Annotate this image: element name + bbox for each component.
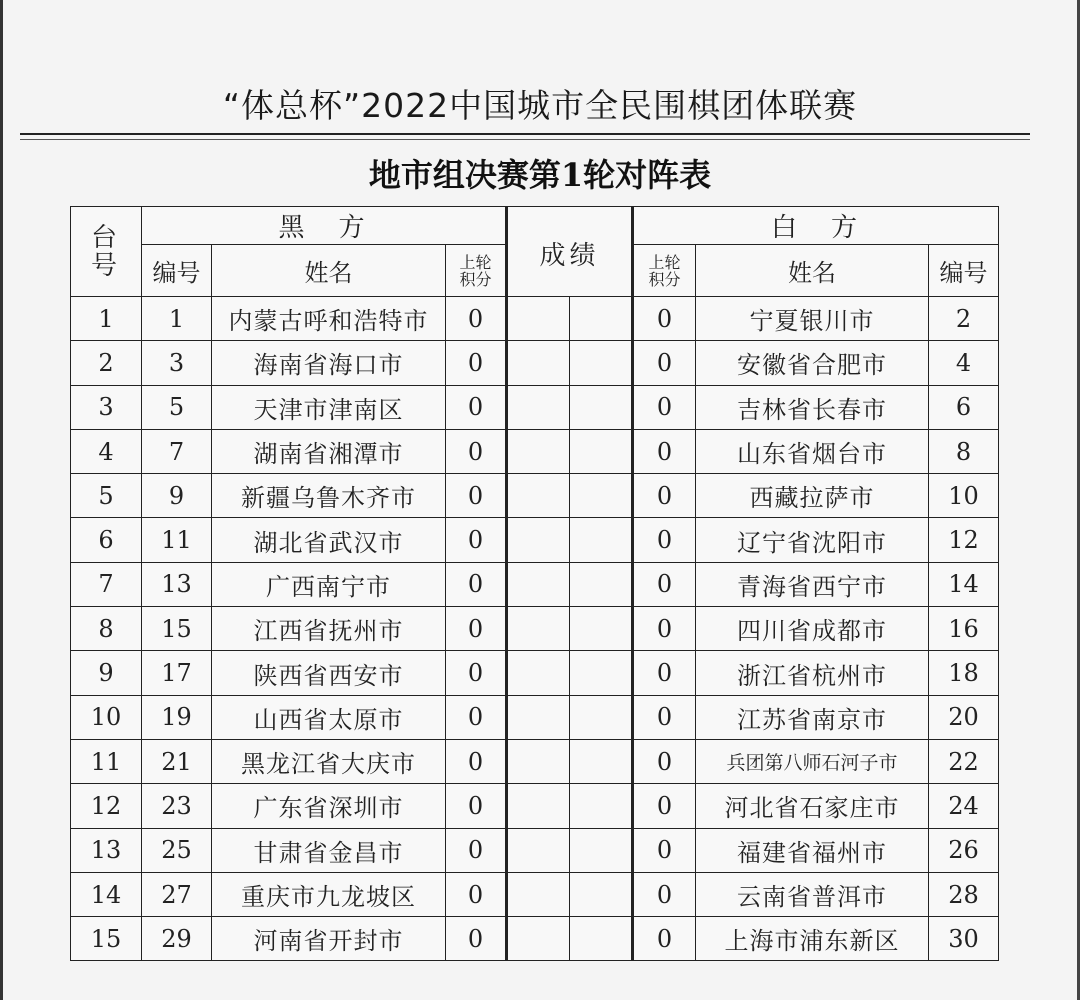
black-prev-score-cell: 0 xyxy=(446,872,507,916)
black-number-cell: 25 xyxy=(142,828,212,872)
black-name-cell: 海南省海口市 xyxy=(212,341,446,385)
table-row xyxy=(71,917,999,961)
black-number-cell: 11 xyxy=(142,518,212,562)
white-prev-score-cell: 0 xyxy=(633,385,696,429)
black-prev-score-cell: 0 xyxy=(446,607,507,651)
white-number-cell: 6 xyxy=(929,385,999,429)
header-white-prev-score-text: 上轮 积分 xyxy=(648,252,681,289)
result-white-cell xyxy=(570,739,633,783)
header-black-number: 编号 xyxy=(142,245,212,297)
table-number-cell: 3 xyxy=(71,385,142,429)
table-number-cell: 2 xyxy=(71,341,142,385)
header-black-name: 姓名 xyxy=(212,245,446,297)
header-white-number: 编号 xyxy=(929,245,999,297)
table-number-cell: 1 xyxy=(71,297,142,341)
black-prev-score-cell: 0 xyxy=(446,651,507,695)
table-number-cell: 8 xyxy=(71,607,142,651)
white-prev-score-cell: 0 xyxy=(633,429,696,473)
black-number-cell: 15 xyxy=(142,607,212,651)
white-prev-score-cell: 0 xyxy=(633,784,696,828)
black-number-cell: 1 xyxy=(142,297,212,341)
black-name-cell: 湖南省湘潭市 xyxy=(212,429,446,473)
white-number-cell: 8 xyxy=(929,429,999,473)
white-name-cell: 浙江省杭州市 xyxy=(696,651,929,695)
black-number-cell: 21 xyxy=(142,739,212,783)
white-prev-score-cell: 0 xyxy=(633,872,696,916)
black-name-cell: 陕西省西安市 xyxy=(212,651,446,695)
black-number-cell: 19 xyxy=(142,695,212,739)
table-number-cell: 11 xyxy=(71,739,142,783)
black-prev-score-cell: 0 xyxy=(446,695,507,739)
black-name-cell: 河南省开封市 xyxy=(212,917,446,961)
page-subtitle: 地市组决赛第1轮对阵表 xyxy=(368,156,712,194)
result-black-cell xyxy=(507,385,570,429)
black-prev-score-cell: 0 xyxy=(446,297,507,341)
white-prev-score-cell: 0 xyxy=(633,474,696,518)
result-black-cell xyxy=(507,695,570,739)
white-name-cell: 安徽省合肥市 xyxy=(696,341,929,385)
result-white-cell xyxy=(570,607,633,651)
black-name-cell: 湖北省武汉市 xyxy=(212,518,446,562)
header-black-prev-score-text: 上轮 积分 xyxy=(459,252,492,289)
white-number-cell: 4 xyxy=(929,341,999,385)
black-name-cell: 新疆乌鲁木齐市 xyxy=(212,474,446,518)
table-row xyxy=(71,429,999,473)
black-name-cell: 重庆市九龙坡区 xyxy=(212,872,446,916)
black-name-cell: 黑龙江省大庆市 xyxy=(212,739,446,783)
white-name-cell: 云南省普洱市 xyxy=(696,872,929,916)
black-number-cell: 3 xyxy=(142,341,212,385)
black-prev-score-cell: 0 xyxy=(446,385,507,429)
white-name-cell: 河北省石家庄市 xyxy=(696,784,929,828)
white-prev-score-cell: 0 xyxy=(633,917,696,961)
table-row xyxy=(71,784,999,828)
result-black-cell xyxy=(507,341,570,385)
black-number-cell: 7 xyxy=(142,429,212,473)
white-prev-score-cell: 0 xyxy=(633,828,696,872)
header-white-name: 姓名 xyxy=(696,245,929,297)
white-name-cell: 四川省成都市 xyxy=(696,607,929,651)
white-number-cell: 30 xyxy=(929,917,999,961)
white-number-cell: 22 xyxy=(929,739,999,783)
white-number-cell: 26 xyxy=(929,828,999,872)
result-black-cell xyxy=(507,518,570,562)
result-black-cell xyxy=(507,429,570,473)
result-white-cell xyxy=(570,385,633,429)
white-name-cell: 西藏拉萨市 xyxy=(696,474,929,518)
black-prev-score-cell: 0 xyxy=(446,828,507,872)
result-black-cell xyxy=(507,562,570,606)
result-black-cell xyxy=(507,297,570,341)
result-white-cell xyxy=(570,297,633,341)
table-row xyxy=(71,385,999,429)
table-row xyxy=(71,828,999,872)
result-white-cell xyxy=(570,784,633,828)
table-row xyxy=(71,607,999,651)
header-white-side: 白 方 xyxy=(633,207,999,245)
table-number-cell: 12 xyxy=(71,784,142,828)
table-number-cell: 5 xyxy=(71,474,142,518)
header-result: 成绩 xyxy=(507,207,633,297)
white-name-cell: 宁夏银川市 xyxy=(696,297,929,341)
result-white-cell xyxy=(570,562,633,606)
result-black-cell xyxy=(507,474,570,518)
black-name-cell: 甘肃省金昌市 xyxy=(212,828,446,872)
black-number-cell: 27 xyxy=(142,872,212,916)
result-black-cell xyxy=(507,739,570,783)
black-number-cell: 17 xyxy=(142,651,212,695)
table-number-cell: 15 xyxy=(71,917,142,961)
black-prev-score-cell: 0 xyxy=(446,739,507,783)
table-number-cell: 4 xyxy=(71,429,142,473)
result-white-cell xyxy=(570,518,633,562)
table-row xyxy=(71,297,999,341)
white-name-cell: 江苏省南京市 xyxy=(696,695,929,739)
header-black-side: 黑 方 xyxy=(142,207,507,245)
white-prev-score-cell: 0 xyxy=(633,562,696,606)
white-prev-score-cell: 0 xyxy=(633,518,696,562)
table-number-cell: 9 xyxy=(71,651,142,695)
white-number-cell: 24 xyxy=(929,784,999,828)
table-row xyxy=(71,872,999,916)
header-black-prev-score xyxy=(446,245,507,297)
black-name-cell: 江西省抚州市 xyxy=(212,607,446,651)
table-number-cell: 6 xyxy=(71,518,142,562)
table-number-cell: 13 xyxy=(71,828,142,872)
white-number-cell: 18 xyxy=(929,651,999,695)
result-black-cell xyxy=(507,784,570,828)
header-table-no xyxy=(71,207,142,297)
white-prev-score-cell: 0 xyxy=(633,297,696,341)
result-white-cell xyxy=(570,651,633,695)
white-name-cell: 兵团第八师石河子市 xyxy=(696,739,929,783)
black-name-cell: 内蒙古呼和浩特市 xyxy=(212,297,446,341)
table-row xyxy=(71,341,999,385)
header-table-no-text: 台 号 xyxy=(90,222,121,281)
table-row xyxy=(71,562,999,606)
pairing-table xyxy=(70,206,999,961)
black-prev-score-cell: 0 xyxy=(446,429,507,473)
white-name-cell: 辽宁省沈阳市 xyxy=(696,518,929,562)
white-name-cell: 青海省西宁市 xyxy=(696,562,929,606)
black-prev-score-cell: 0 xyxy=(446,341,507,385)
white-prev-score-cell: 0 xyxy=(633,695,696,739)
title-divider xyxy=(20,133,1030,135)
result-black-cell xyxy=(507,607,570,651)
black-name-cell: 广东省深圳市 xyxy=(212,784,446,828)
table-number-cell: 10 xyxy=(71,695,142,739)
black-prev-score-cell: 0 xyxy=(446,518,507,562)
result-white-cell xyxy=(570,429,633,473)
result-white-cell xyxy=(570,917,633,961)
result-black-cell xyxy=(507,872,570,916)
result-white-cell xyxy=(570,474,633,518)
black-number-cell: 9 xyxy=(142,474,212,518)
table-row xyxy=(71,695,999,739)
white-prev-score-cell: 0 xyxy=(633,607,696,651)
black-prev-score-cell: 0 xyxy=(446,784,507,828)
pairing-rows xyxy=(71,297,999,961)
white-name-cell: 上海市浦东新区 xyxy=(696,917,929,961)
result-white-cell xyxy=(570,828,633,872)
table-number-cell: 7 xyxy=(71,562,142,606)
black-number-cell: 29 xyxy=(142,917,212,961)
page-title: “体总杯”2022中国城市全民围棋团体联赛 xyxy=(222,86,858,125)
black-name-cell: 山西省太原市 xyxy=(212,695,446,739)
white-prev-score-cell: 0 xyxy=(633,341,696,385)
black-number-cell: 13 xyxy=(142,562,212,606)
header-white-prev-score xyxy=(633,245,696,297)
white-number-cell: 20 xyxy=(929,695,999,739)
white-name-cell: 山东省烟台市 xyxy=(696,429,929,473)
white-prev-score-cell: 0 xyxy=(633,651,696,695)
white-number-cell: 10 xyxy=(929,474,999,518)
table-number-cell: 14 xyxy=(71,872,142,916)
result-black-cell xyxy=(507,917,570,961)
black-name-cell: 天津市津南区 xyxy=(212,385,446,429)
result-white-cell xyxy=(570,341,633,385)
white-prev-score-cell: 0 xyxy=(633,739,696,783)
white-number-cell: 12 xyxy=(929,518,999,562)
result-black-cell xyxy=(507,651,570,695)
black-prev-score-cell: 0 xyxy=(446,562,507,606)
table-row xyxy=(71,518,999,562)
table-row xyxy=(71,739,999,783)
black-number-cell: 5 xyxy=(142,385,212,429)
black-prev-score-cell: 0 xyxy=(446,474,507,518)
table-row xyxy=(71,474,999,518)
black-prev-score-cell: 0 xyxy=(446,917,507,961)
title-divider-thin xyxy=(20,139,1030,140)
result-black-cell xyxy=(507,828,570,872)
black-number-cell: 23 xyxy=(142,784,212,828)
white-name-cell: 福建省福州市 xyxy=(696,828,929,872)
white-number-cell: 16 xyxy=(929,607,999,651)
white-name-cell: 吉林省长春市 xyxy=(696,385,929,429)
table-row xyxy=(71,651,999,695)
white-number-cell: 28 xyxy=(929,872,999,916)
result-white-cell xyxy=(570,872,633,916)
black-name-cell: 广西南宁市 xyxy=(212,562,446,606)
white-number-cell: 2 xyxy=(929,297,999,341)
result-white-cell xyxy=(570,695,633,739)
white-number-cell: 14 xyxy=(929,562,999,606)
